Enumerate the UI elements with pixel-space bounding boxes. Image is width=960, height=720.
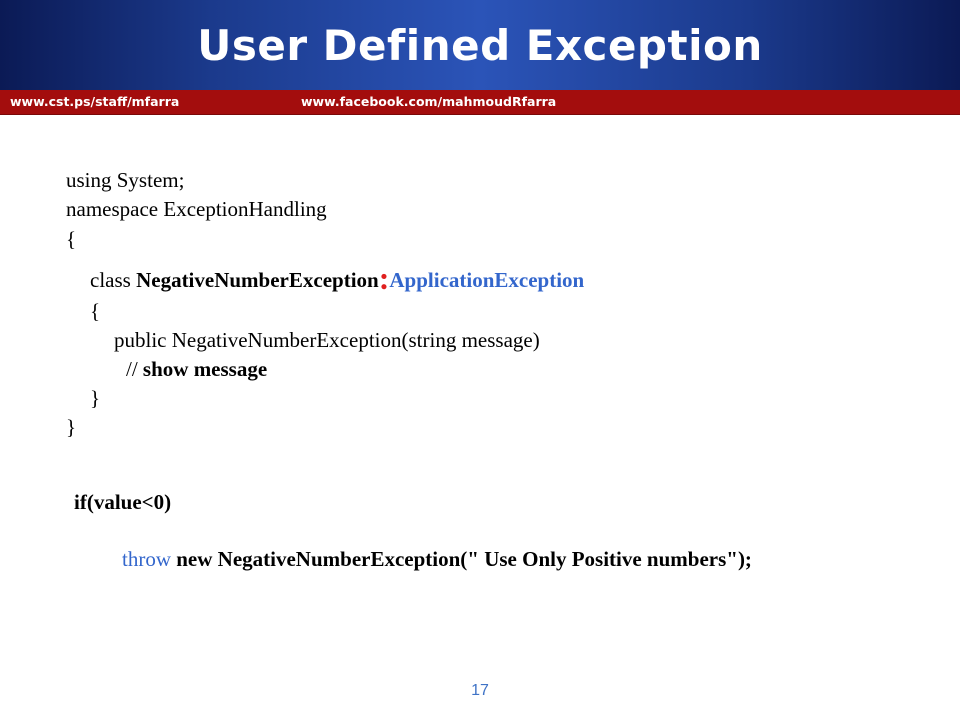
code-line-class-declaration [90,260,585,296]
base-class-name: ApplicationException [389,268,585,292]
website-link[interactable]: www.cst.ps/staff/mfarra [10,94,180,109]
throw-statement: new NegativeNumberException(" Use Only Positive numbers"); [171,547,752,571]
code-line-constructor: public NegativeNumberException(string message) [114,328,540,352]
facebook-link[interactable]: www.facebook.com/mahmoudRfarra [301,94,557,109]
inheritance-colon: : [378,260,390,296]
code-line-namespace-close-brace: } [66,415,77,439]
code-line-namespace: namespace ExceptionHandling [66,197,327,221]
code-line-class-close-brace: } [90,386,101,410]
code-line-open-brace: { [66,227,77,251]
code-line-using: using System; [66,168,185,192]
code-line-class-open-brace: { [90,299,101,323]
class-name: NegativeNumberException [136,268,379,292]
link-bar [0,90,960,115]
comment-text: show message [142,357,268,381]
slide-title: User Defined Exception [197,21,763,70]
comment-marker: // [126,357,143,381]
code-line-comment [126,357,267,381]
code-line-throw [122,547,752,571]
throw-keyword: throw [122,547,171,571]
code-line-if: if(value<0) [74,490,172,514]
page-number: 17 [471,682,489,699]
class-keyword: class [90,268,137,292]
